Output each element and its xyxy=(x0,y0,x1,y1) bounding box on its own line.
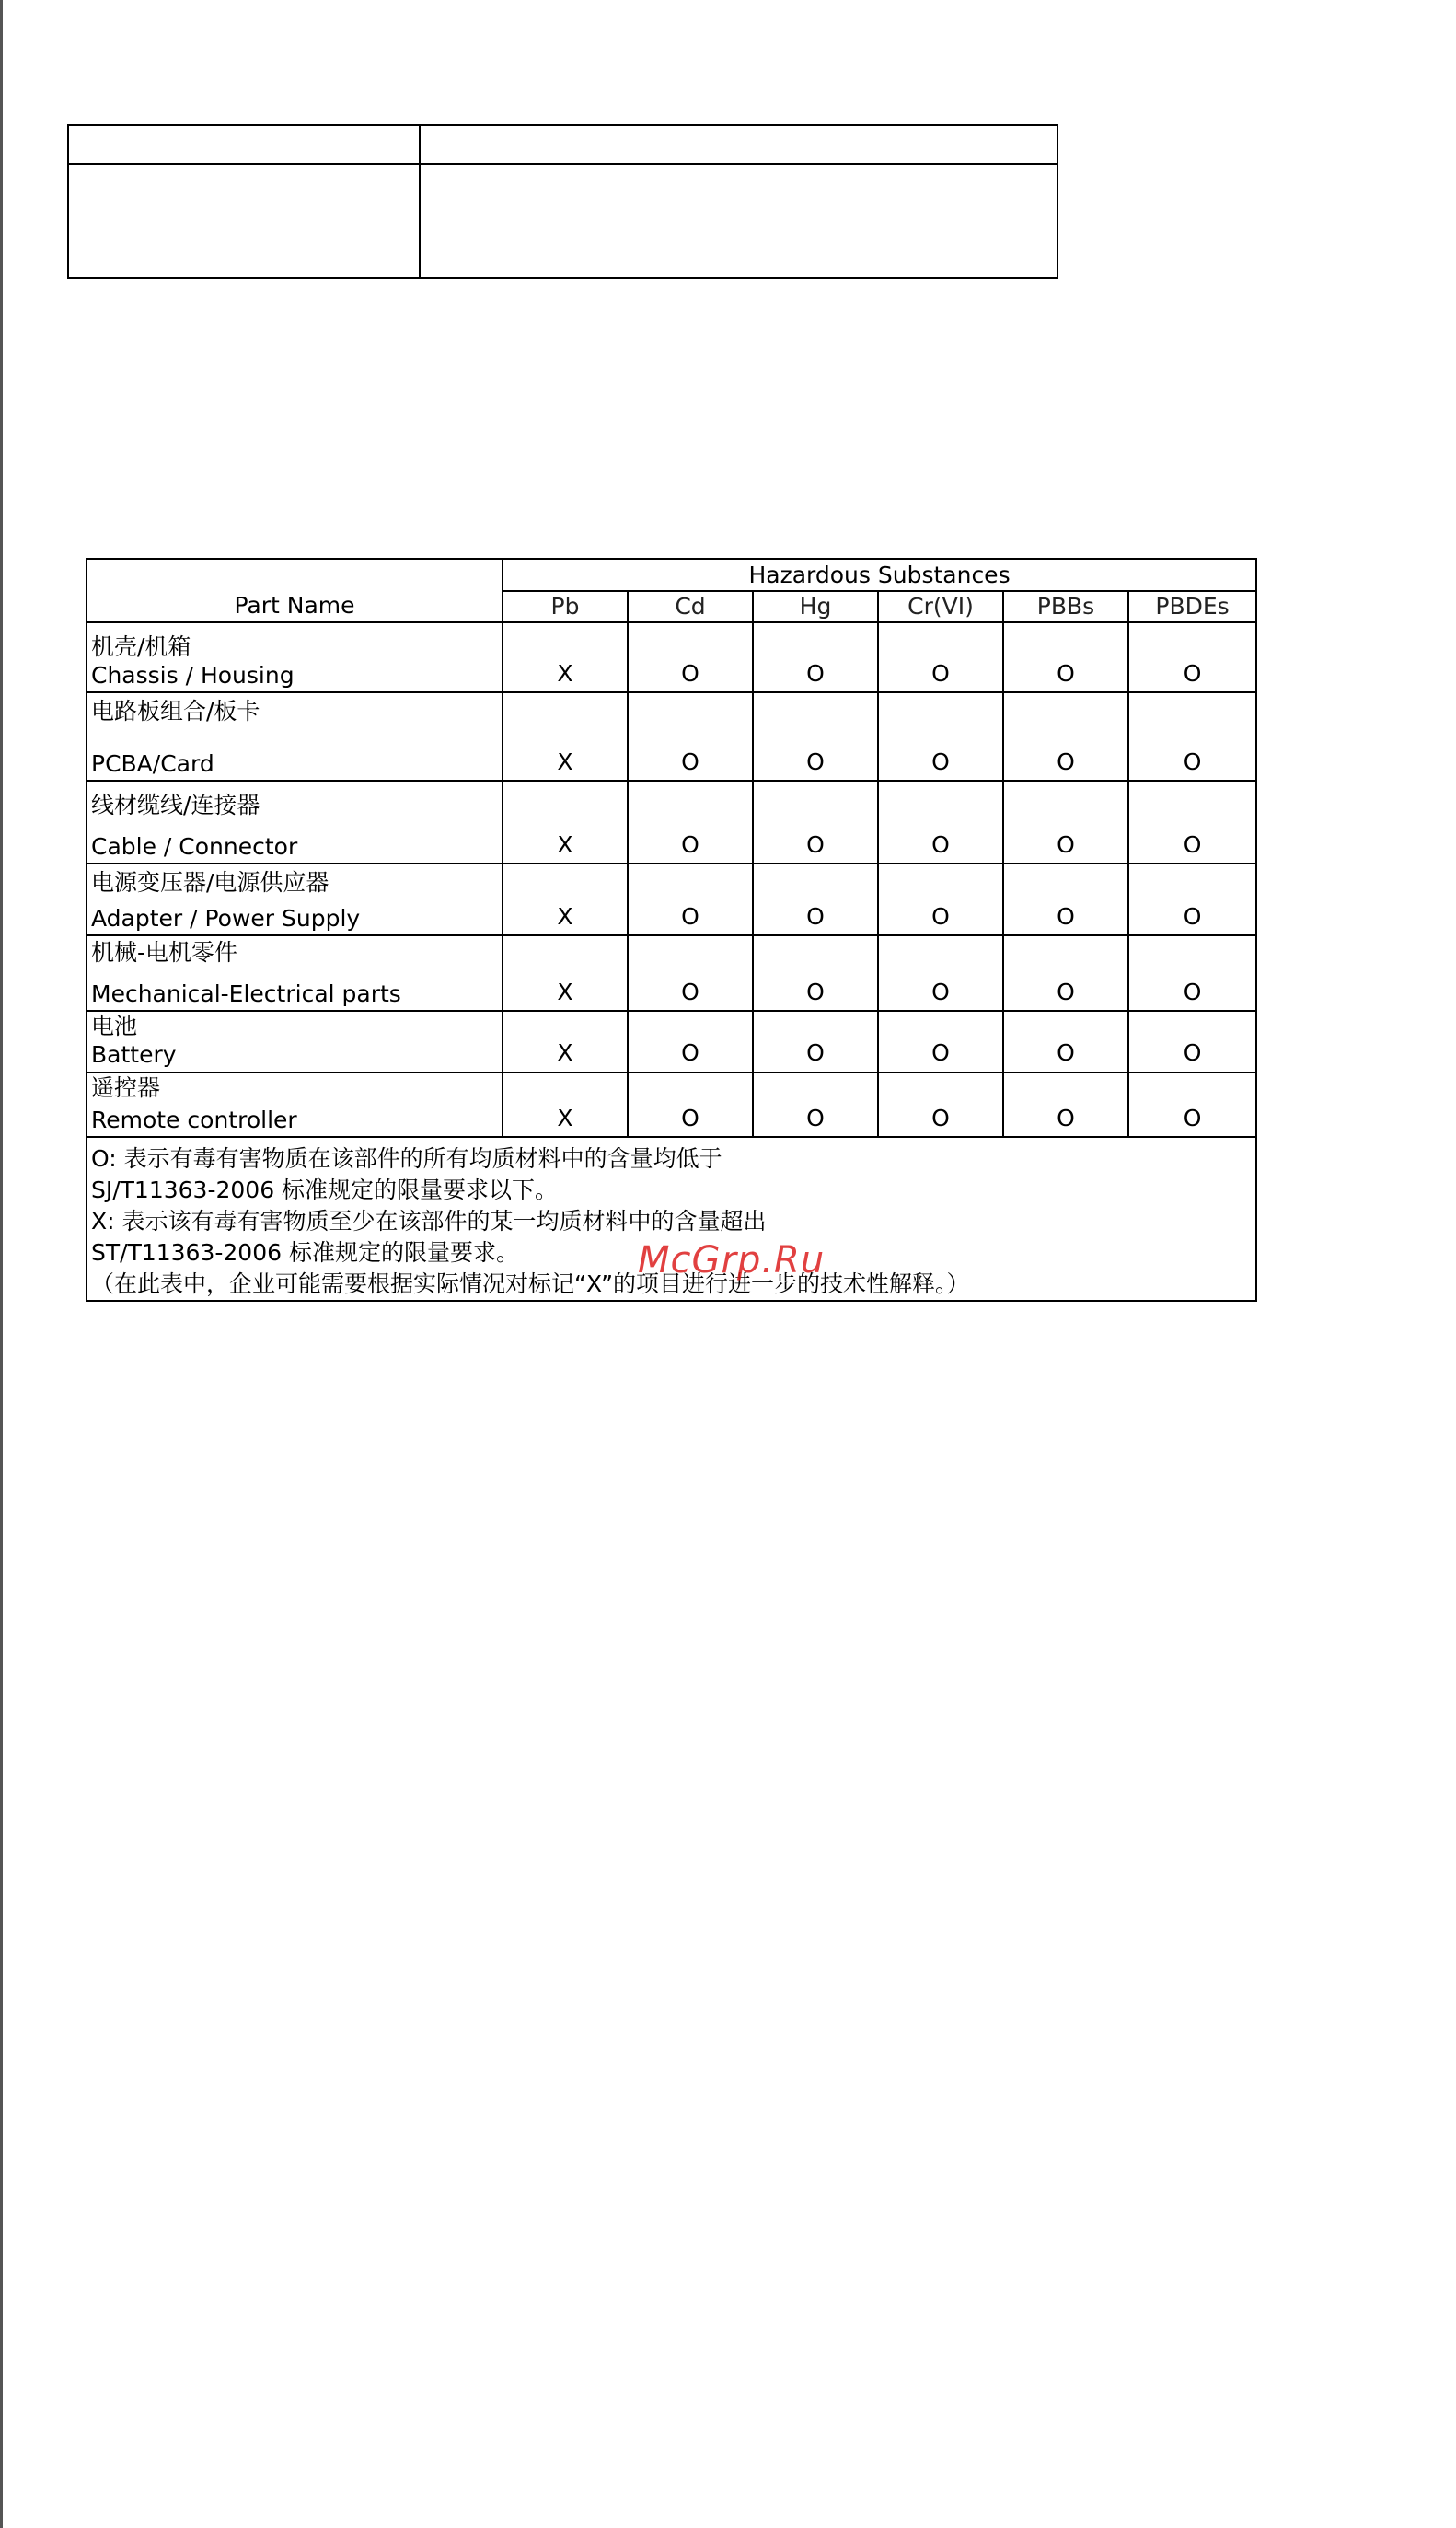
part-name-cell xyxy=(87,935,503,1011)
part-name-en: Adapter / Power Supply xyxy=(91,904,361,932)
mark-cell: O xyxy=(1128,935,1256,1011)
empty-table-cell xyxy=(420,164,1057,278)
table-row xyxy=(87,622,1256,692)
mark-cell: O xyxy=(1128,864,1256,935)
mark-cell: O xyxy=(628,781,753,864)
page-left-border xyxy=(0,0,3,2528)
note-line: （在此表中，企业可能需要根据实际情况对标记“X”的项目进行进一步的技术性解释。） xyxy=(91,1270,970,1297)
part-name-zh: 电路板组合/板卡 xyxy=(91,697,260,725)
mark-cell: O xyxy=(878,935,1003,1011)
mark-cell: X xyxy=(503,864,628,935)
mark-cell: O xyxy=(1128,692,1256,781)
note-line: O: 表示有毒有害物质在该部件的所有均质材料中的含量均低于 xyxy=(91,1145,722,1172)
part-name-cell xyxy=(87,692,503,781)
substance-header-cd: Cd xyxy=(628,591,753,622)
table-header-row xyxy=(87,559,1256,591)
empty-header-table xyxy=(67,124,1058,279)
mark-cell: O xyxy=(878,622,1003,692)
empty-table-row xyxy=(68,125,1057,164)
empty-table-cell xyxy=(420,125,1057,164)
mark-cell: O xyxy=(1003,692,1128,781)
mark-cell: O xyxy=(1003,622,1128,692)
mark-cell: O xyxy=(753,864,878,935)
mark-cell: X xyxy=(503,935,628,1011)
note-line: ST/T11363-2006 标准规定的限量要求。 xyxy=(91,1239,519,1266)
part-name-en: Mechanical-Electrical parts xyxy=(91,980,401,1007)
hazardous-substances-table xyxy=(86,558,1257,1302)
mark-cell: O xyxy=(1003,781,1128,864)
table-row xyxy=(87,1073,1256,1138)
part-name-header: Part Name xyxy=(87,559,503,622)
mark-cell: O xyxy=(628,935,753,1011)
mark-cell: X xyxy=(503,1011,628,1073)
part-name-en: Remote controller xyxy=(91,1106,297,1133)
mark-cell: O xyxy=(1003,935,1128,1011)
mark-cell: O xyxy=(878,781,1003,864)
part-name-en: PCBA/Card xyxy=(91,749,214,777)
mark-cell: O xyxy=(628,1011,753,1073)
mark-cell: O xyxy=(878,1073,1003,1138)
note-line: SJ/T11363-2006 标准规定的限量要求以下。 xyxy=(91,1177,559,1203)
mark-cell: O xyxy=(1003,1073,1128,1138)
mark-cell: O xyxy=(753,935,878,1011)
mark-cell: O xyxy=(1128,1073,1256,1138)
notes-cell xyxy=(87,1137,1256,1301)
mark-cell: O xyxy=(628,692,753,781)
mark-cell: X xyxy=(503,781,628,864)
mark-cell: O xyxy=(878,692,1003,781)
mark-cell: O xyxy=(753,622,878,692)
note-line: X: 表示该有毒有害物质至少在该部件的某一均质材料中的含量超出 xyxy=(91,1208,767,1235)
part-name-cell xyxy=(87,781,503,864)
part-name-cell xyxy=(87,1011,503,1073)
part-name-en: Chassis / Housing xyxy=(91,661,295,689)
mark-cell: O xyxy=(1128,1011,1256,1073)
substance-header-pbdes: PBDEs xyxy=(1128,591,1256,622)
table-row xyxy=(87,1011,1256,1073)
substance-header-crvi: Cr(VI) xyxy=(878,591,1003,622)
watermark: McGrp.Ru xyxy=(638,1239,826,1281)
part-name-zh: 机壳/机箱 xyxy=(91,632,191,660)
hazardous-substances-header: Hazardous Substances xyxy=(503,559,1256,591)
mark-cell: O xyxy=(628,864,753,935)
mark-cell: O xyxy=(878,864,1003,935)
mark-cell: O xyxy=(1128,781,1256,864)
substance-header-pbbs: PBBs xyxy=(1003,591,1128,622)
mark-cell: O xyxy=(753,1011,878,1073)
mark-cell: X xyxy=(503,692,628,781)
table-row xyxy=(87,935,1256,1011)
table-row xyxy=(87,781,1256,864)
part-name-cell xyxy=(87,1073,503,1138)
part-name-zh: 电池 xyxy=(91,1013,138,1039)
mark-cell: O xyxy=(753,781,878,864)
empty-table-cell xyxy=(68,125,420,164)
table-row xyxy=(87,692,1256,781)
empty-table-row xyxy=(68,164,1057,278)
mark-cell: X xyxy=(503,622,628,692)
mark-cell: O xyxy=(1003,1011,1128,1073)
mark-cell: O xyxy=(1128,622,1256,692)
part-name-zh: 电源变压器/电源供应器 xyxy=(91,868,329,896)
substance-header-hg: Hg xyxy=(753,591,878,622)
part-name-zh: 线材缆线/连接器 xyxy=(91,791,260,818)
part-name-cell xyxy=(87,864,503,935)
mark-cell: X xyxy=(503,1073,628,1138)
mark-cell: O xyxy=(878,1011,1003,1073)
part-name-en: Battery xyxy=(91,1041,177,1069)
empty-table-cell xyxy=(68,164,420,278)
part-name-cell xyxy=(87,622,503,692)
part-name-en: Cable / Connector xyxy=(91,832,298,860)
mark-cell: O xyxy=(1003,864,1128,935)
substance-header-pb: Pb xyxy=(503,591,628,622)
mark-cell: O xyxy=(753,692,878,781)
part-name-zh: 机械-电机零件 xyxy=(91,938,238,966)
part-name-zh: 遥控器 xyxy=(91,1073,161,1101)
table-row xyxy=(87,864,1256,935)
mark-cell: O xyxy=(628,622,753,692)
notes-row xyxy=(87,1137,1256,1301)
mark-cell: O xyxy=(753,1073,878,1138)
mark-cell: O xyxy=(628,1073,753,1138)
